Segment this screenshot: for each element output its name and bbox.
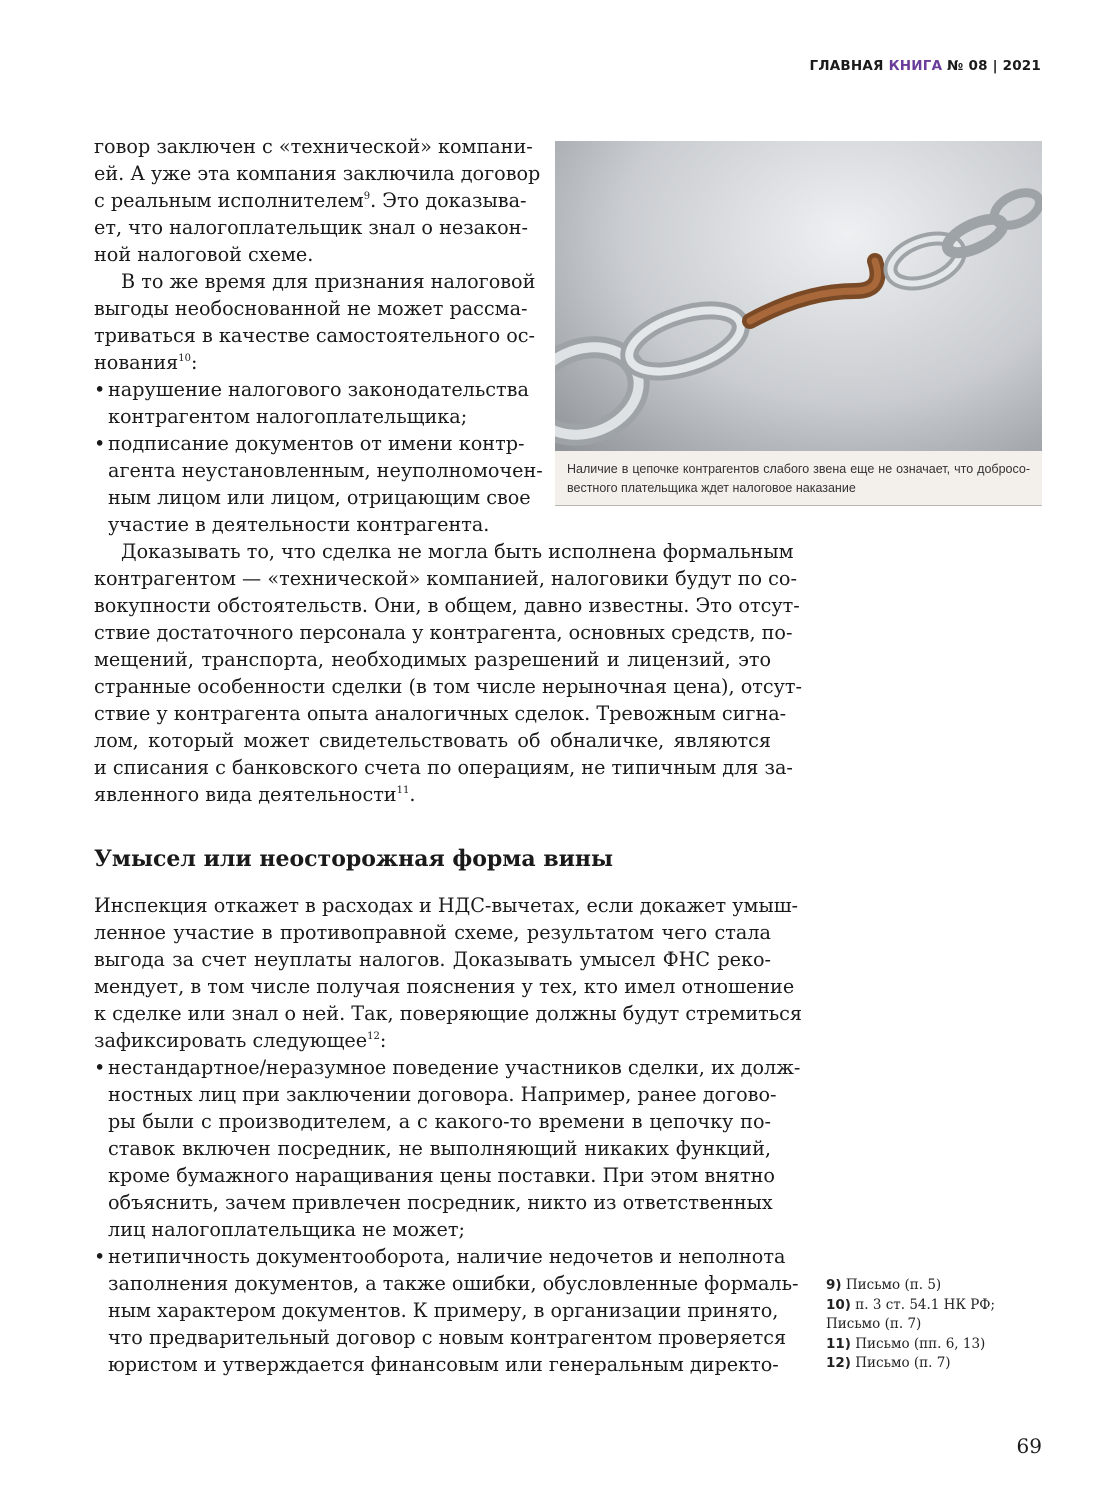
line-text-after: .	[409, 783, 416, 806]
line-text: ленное участие в противоправной схеме, результатом чего стала	[94, 921, 771, 944]
text-line	[94, 1189, 771, 1216]
line-text: Доказывать то, что сделка не могла быть исполнена формальным	[121, 540, 794, 563]
line-text: контрагентом — «технической» компанией, налоговики будут по со-	[94, 567, 797, 590]
line-text: явленного вида деятельности	[94, 783, 397, 806]
line-text: вокупности обстоятельств. Они, в общем, давно известны. Это отсут-	[94, 594, 800, 617]
line-text: ностных лиц при заключении договора. Например, ранее догово-	[108, 1083, 777, 1106]
line-text: В то же время для признания налоговой	[121, 270, 536, 293]
line-text-after: :	[379, 1029, 387, 1052]
text-line	[94, 754, 793, 781]
text-line	[94, 1135, 771, 1162]
line-text: нарушение налогового законодательства	[108, 378, 529, 401]
text-line	[94, 727, 771, 754]
text-line	[94, 133, 533, 160]
text-line	[94, 673, 803, 700]
line-text: нетипичность документооборота, наличие недочетов и неполнота	[108, 1245, 786, 1268]
line-text: юристом и утверждается финансовым или генеральным директо-	[108, 1353, 779, 1376]
text-line	[94, 1027, 771, 1054]
text-line	[94, 484, 531, 511]
text-line	[94, 403, 514, 430]
line-text: ной налоговой схеме.	[94, 243, 314, 266]
footnote-text: Письмо (пп. 6, 13)	[850, 1335, 986, 1352]
footnote-number: 9)	[826, 1277, 842, 1293]
bullet-icon: •	[94, 1245, 106, 1268]
text-line	[94, 1162, 775, 1189]
line-text-after: . Это доказыва-	[370, 189, 527, 212]
text-line	[94, 160, 541, 187]
text-line	[94, 1000, 803, 1027]
bullet-item-line	[94, 376, 529, 403]
broken-chain-image	[555, 141, 1042, 451]
footnote-ref: 9	[363, 191, 371, 202]
bullet-icon: •	[94, 378, 106, 401]
line-text: и списания с банковского счета по операциям, не типичным для за-	[94, 756, 793, 779]
text-line	[94, 919, 771, 946]
section-body	[94, 892, 803, 1378]
line-text: мендует, в том числе получая пояснения у тех, кто имел отношение	[94, 975, 795, 998]
line-text: ным характером документов. К примеру, в организации принято,	[108, 1299, 779, 1322]
line-text: говор заключен с «технической» компани-	[94, 135, 533, 158]
line-text: мещений, транспорта, необходимых разрешений и лицензий, это	[94, 648, 771, 671]
text-line	[94, 700, 787, 727]
text-line	[94, 1216, 771, 1243]
line-text: кроме бумажного наращивания цены поставки. При этом внятно	[108, 1164, 775, 1187]
photo-caption	[555, 451, 1042, 506]
line-text: участие в деятельности контрагента.	[108, 513, 490, 536]
footnote	[826, 1354, 995, 1374]
line-text: ствие у контрагента опыта аналогичных сделок. Тревожным сигна-	[94, 702, 787, 725]
text-column-wide	[94, 538, 803, 808]
footnote-number: 10)	[826, 1296, 851, 1313]
caption-line: Наличие в цепочке контрагентов слабого звена еще не означает, что добросо-	[567, 462, 1030, 476]
footnote	[826, 1315, 995, 1335]
line-text: ставок включен посредник, не выполняющий никаких функций,	[108, 1137, 771, 1160]
footnote-ref: 12	[367, 1031, 380, 1042]
brand-accent: КНИГА	[888, 58, 943, 74]
line-text-after: :	[191, 351, 198, 374]
text-line	[94, 268, 536, 295]
line-text: странные особенности сделки (в том числе нерыночная цена), отсут-	[94, 675, 803, 698]
magazine-header	[810, 58, 1041, 74]
text-line	[94, 214, 528, 241]
text-line	[94, 619, 793, 646]
text-line	[94, 781, 771, 808]
chain-photo	[555, 141, 1042, 451]
line-text: лиц налогоплательщика не может;	[108, 1218, 465, 1241]
line-text: ным лицом или лицом, отрицающим свое	[108, 486, 531, 509]
line-text: ей. А уже эта компания заключила договор	[94, 162, 541, 185]
text-line	[94, 1297, 779, 1324]
bullet-icon: •	[94, 432, 106, 455]
bullet-item-line	[94, 1243, 786, 1270]
text-line	[94, 511, 514, 538]
text-line	[94, 457, 543, 484]
line-text: зафиксировать следующее	[94, 1029, 368, 1052]
footnote-text: Письмо (п. 5)	[841, 1277, 942, 1293]
text-line	[94, 565, 797, 592]
line-text: ствие достаточного персонала у контрагента, основных средств, по-	[94, 621, 793, 644]
line-text: ет, что налогоплательщик знал о незакон-	[94, 216, 528, 239]
text-line	[94, 538, 794, 565]
footnote-ref: 11	[396, 785, 410, 796]
footnote	[826, 1335, 995, 1355]
bullet-item-line	[94, 1054, 801, 1081]
line-text: ры были с производителем, а с какого-то времени в цепочку по-	[108, 1110, 771, 1133]
page-number: 69	[1016, 1434, 1042, 1458]
text-line	[94, 187, 527, 214]
text-line	[94, 295, 528, 322]
footnotes	[826, 1276, 995, 1374]
text-line	[94, 973, 795, 1000]
text-line	[94, 946, 771, 973]
line-text: выгода за счет неуплаты налогов. Доказывать умысел ФНС реко-	[94, 948, 771, 971]
text-line	[94, 892, 799, 919]
text-column-narrow	[94, 133, 543, 538]
footnote-number: 11)	[826, 1335, 851, 1352]
text-line	[94, 592, 800, 619]
brand-main: ГЛАВНАЯ	[809, 58, 884, 74]
line-text: с реальным исполнителем	[94, 189, 364, 212]
line-text: выгоды необоснованной не может рассма-	[94, 297, 528, 320]
footnote-text: Письмо (п. 7)	[826, 1316, 922, 1332]
bullet-item-line	[94, 430, 525, 457]
line-text: к сделке или знал о ней. Так, поверяющие должны будут стремиться	[94, 1002, 803, 1025]
section-heading: Умысел или неосторожная форма вины	[94, 846, 614, 872]
text-line	[94, 1108, 771, 1135]
issue-number: № 08 | 2021	[947, 58, 1041, 74]
line-text: агента неустановленным, неуполномочен-	[108, 459, 543, 482]
footnote	[826, 1296, 995, 1316]
text-line	[94, 1081, 777, 1108]
line-text: нестандартное/неразумное поведение участников сделки, их долж-	[108, 1056, 801, 1079]
footnote	[826, 1276, 995, 1296]
caption-line: вестного плательщика ждет налоговое наказание	[567, 481, 856, 495]
line-text: лом, который может свидетельствовать об обналичке, являются	[94, 729, 771, 752]
text-line	[94, 349, 514, 376]
text-line	[94, 1270, 799, 1297]
line-text: заполнения документов, а также ошибки, обусловленные формаль-	[108, 1272, 799, 1295]
line-text: триваться в качестве самостоятельного ос-	[94, 324, 536, 347]
line-text: объяснить, зачем привлечен посредник, никто из ответственных	[108, 1191, 773, 1214]
line-text: что предварительный договор с новым контрагентом проверяется	[108, 1326, 787, 1349]
text-line	[94, 1324, 787, 1351]
line-text: Инспекция откажет в расходах и НДС-вычетах, если докажет умыш-	[94, 894, 799, 917]
footnote-text: Письмо (п. 7)	[850, 1355, 951, 1371]
footnote-number: 12)	[826, 1355, 851, 1371]
text-line	[94, 646, 771, 673]
line-text: нования	[94, 351, 179, 374]
text-line	[94, 322, 536, 349]
text-line	[94, 241, 514, 268]
bullet-icon: •	[94, 1056, 106, 1079]
footnote-ref: 10	[178, 353, 191, 364]
line-text: подписание документов от имени контр-	[108, 432, 525, 455]
text-line	[94, 1351, 779, 1378]
footnote-text: п. 3 ст. 54.1 НК РФ;	[850, 1296, 996, 1313]
line-text: контрагентом налогоплательщика;	[108, 405, 468, 428]
